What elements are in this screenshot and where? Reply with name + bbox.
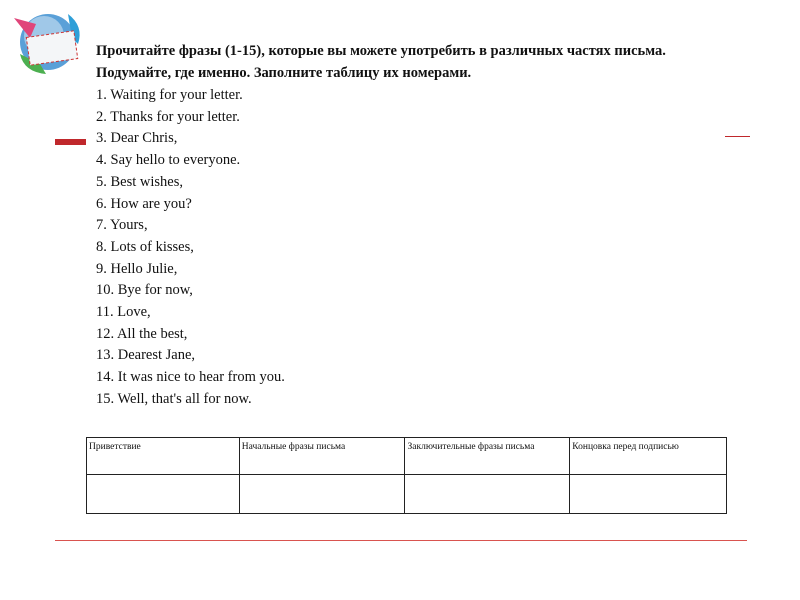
answer-cell-greeting[interactable] (87, 475, 240, 514)
phrase-item: 3. Dear Chris, (96, 130, 178, 147)
phrase-item: 14. It was nice to hear from you. (96, 369, 285, 386)
phrase-list (96, 85, 285, 411)
mail-globe-logo-icon (6, 4, 88, 82)
footer-divider (55, 540, 747, 541)
header-greeting: Приветствие (87, 438, 240, 475)
table-row (87, 475, 727, 514)
phrase-item: 5. Best wishes, (96, 173, 183, 190)
answer-table (86, 437, 727, 514)
phrase-item: 1. Waiting for your letter. (96, 87, 243, 103)
phrase-item: 2. Thanks for your letter. (96, 108, 240, 125)
task-instructions: Прочитайте фразы (1-15), которые вы можете употребить в различных частях письма. Подумайте, где именно. Заполните таблицу их номерами. (96, 43, 666, 81)
phrase-item: 10. Bye for now, (96, 282, 193, 299)
phrase-item: 4. Say hello to everyone. (96, 152, 241, 169)
header-closing-phrases: Заключительные фразы письма (405, 438, 570, 475)
phrase-item: 8. Lots of kisses, (96, 238, 194, 255)
answer-cell-closing[interactable] (405, 475, 570, 514)
table-header-row (87, 438, 727, 475)
phrase-item: 9. Hello Julie, (96, 260, 178, 277)
phrase-item: 6. How are you? (96, 195, 192, 212)
red-accent-block (55, 139, 86, 145)
header-sign-off: Концовка перед подписью (570, 438, 727, 475)
header-opening-phrases: Начальные фразы письма (239, 438, 405, 475)
phrase-item: 15. Well, that's all for now. (96, 390, 252, 407)
phrase-item: 13. Dearest Jane, (96, 347, 196, 364)
answer-cell-opening[interactable] (239, 475, 405, 514)
red-accent-line (725, 136, 750, 137)
phrase-item: 7. Yours, (96, 217, 148, 234)
answer-cell-sign-off[interactable] (570, 475, 727, 514)
phrase-item: 11. Love, (96, 304, 151, 321)
phrase-item: 12. All the best, (96, 325, 188, 342)
